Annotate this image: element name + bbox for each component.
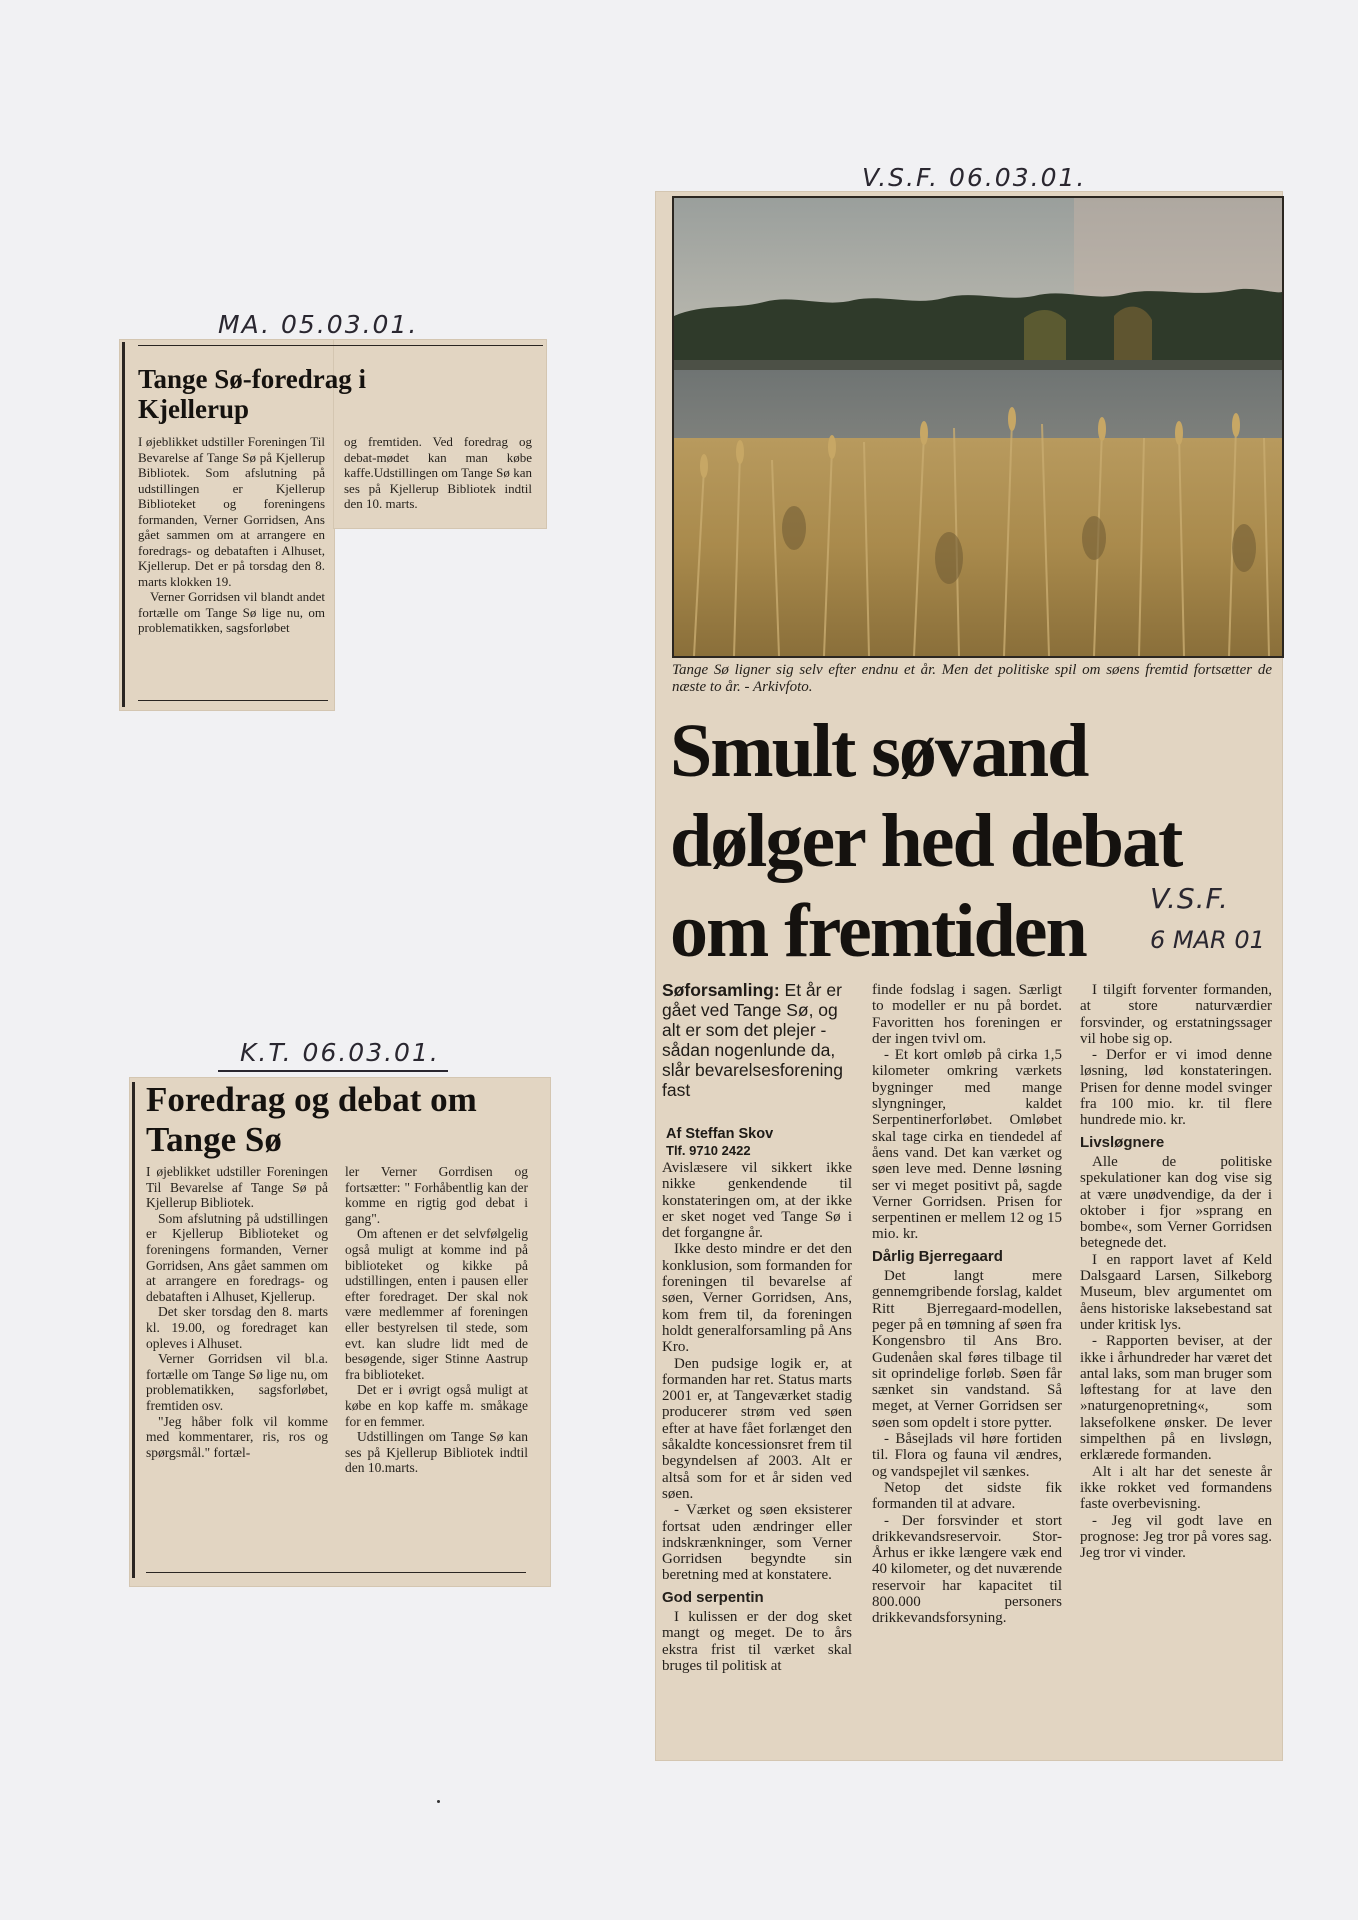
handwritten-date-ma: MA. 05.03.01. bbox=[218, 310, 419, 339]
paragraph: Verner Gorridsen vil bl.a. fortælle om Tange Sø lige nu, om problematikken, sagsforløbet, fremtiden osv. bbox=[146, 1351, 328, 1413]
lake-photo bbox=[672, 196, 1284, 658]
article-vsf-column-2 bbox=[872, 982, 1062, 1742]
article-kt-column-1 bbox=[146, 1164, 328, 1562]
subheading: Dårlig Bjerregaard bbox=[872, 1247, 1003, 1265]
byline-phone: Tlf. 9710 2422 bbox=[666, 1143, 751, 1158]
paragraph: Ikke desto mindre er det den konklusion, som formanden for foreningen til bevarelse af søen, Verner Gorridsen, Ans, kom frem til, da foreningen holdt generalforsamling på Ans Kro. bbox=[662, 1241, 852, 1356]
headline-vsf-line-2: dølger hed debat bbox=[670, 799, 1182, 883]
paragraph: - Værket og søen eksisterer fortsat uden ændringer eller indskrænkninger, som Verner Gorridsen begyndte sin beretning med at konstatere. bbox=[662, 1502, 852, 1584]
article-kt-column-2 bbox=[345, 1164, 528, 1562]
lead-label: Søforsamling: bbox=[662, 980, 780, 1000]
subheading: Livsløgnere bbox=[1080, 1133, 1165, 1151]
paragraph: - Jeg vil godt lave en prognose: Jeg tror på vores sag. Jeg tror vi vinder. bbox=[1080, 1512, 1272, 1562]
article-vsf-column-3 bbox=[1080, 982, 1272, 1672]
handwritten-underline bbox=[218, 1070, 448, 1072]
paragraph: ler Verner Gorrdisen og fortsætter: " Forhåbentlig kan der komme en rigtig god debat i gang". bbox=[345, 1164, 528, 1226]
top-rule bbox=[138, 345, 543, 346]
article-vsf-column-1 bbox=[662, 1160, 852, 1742]
headline-ma: Tange Sø-foredrag i Kjellerup bbox=[138, 364, 367, 424]
article-ma-column-1 bbox=[138, 434, 325, 696]
paragraph: Det er i øvrigt også muligt at købe en kop kaffe m. småkage for en femmer. bbox=[345, 1382, 528, 1429]
handwritten-date-vsf: V.S.F. 06.03.01. bbox=[862, 163, 1087, 192]
paragraph: Netop det sidste fik formanden til at advare. bbox=[872, 1479, 1062, 1513]
paragraph: - Der forsvinder et stort drikkevandsreservoir. Stor-Århus er ikke længere væk end 40 kilometer, og det nuværende reservoir har kapacitet til 800.000 personers drikkevandsforsyning. bbox=[872, 1512, 1062, 1627]
paragraph: Alt i alt har det seneste år ikke rokket ved formandens faste overbevisning. bbox=[1080, 1463, 1272, 1513]
paragraph: Om aftenen er det selvfølgelig også muligt at komme ind på biblioteket og kikke på udstillingen, enten i pausen eller efter foredraget. Der skal nok være medlemmer af foreningen eller bestyrelsen til stede, som evt. kan sludre lidt med de besøgende, siger Stinne Aastrup fra biblioteket. bbox=[345, 1226, 528, 1382]
byline: Af Steffan Skov bbox=[666, 1126, 774, 1142]
paragraph: Det langt mere gennemgribende forslag, kaldet Ritt Bjerregaard-modellen, peger på en tømning af søen fra Kongensbro til Ans Bro. Gudenåen skal føres tilbage til sit oprindelige forløb. Søen får sænket sin vandstand. Så meget, at Verner Gorridsen ser søen som opdelt i store pytter. bbox=[872, 1268, 1062, 1431]
paragraph: og fremtiden. Ved foredrag og debat-mødet kan man købe kaffe.Udstillingen om Tange Sø kan ses på Kjellerup Bibliotek indtil den 10. marts. bbox=[344, 434, 532, 511]
paragraph: Det sker torsdag den 8. marts kl. 19.00, og foredraget kan opleves i Alhuset. bbox=[146, 1304, 328, 1351]
photo-caption: Tange Sø ligner sig selv efter endnu et år. Men det politiske spil om søens fremtid fortsætter de næste to år. - Arkivfoto. bbox=[672, 662, 1272, 695]
handwritten-margin-note-2: 6 MAR 01 bbox=[1150, 926, 1265, 954]
paragraph: I øjeblikket udstiller Foreningen Til Bevarelse af Tange Sø på Kjellerup Bibliotek. bbox=[146, 1164, 328, 1211]
headline-kt: Foredrag og debat om Tange Sø bbox=[146, 1080, 477, 1159]
paragraph: - Et kort omløb på cirka 1,5 kilometer omkring værkets bygninger med mange slyngninger, kaldet Serpentinerforløbet. Omløbet skal tage cirka en tiendedel af åens vand. Det kan værket og søen leve med. Denne løsning ser vi meget positivt på, sagde Verner Gorridsen. Prisen for serpentinen er mellem 12 og 15 mio. kr. bbox=[872, 1047, 1062, 1243]
column-rule bbox=[122, 342, 125, 707]
bottom-rule bbox=[146, 1572, 526, 1573]
paragraph: I kulissen er der dog sket mangt og meget. De to års ekstra frist til værket skal bruges til politisk at bbox=[662, 1609, 852, 1674]
handwritten-date-kt: K.T. 06.03.01. bbox=[240, 1038, 440, 1067]
paragraph: I øjeblikket udstiller Foreningen Til Bevarelse af Tange Sø på Kjellerup Bibliotek. Som afslutning på udstillingen er Kjellerup Biblioteket og foreningens formanden, Verner Gorridsen, Ans gået sammen om at arrangere en foredrags- og debataften i Alhuset, Kjellerup. Det er på torsdag den 8. marts klokken 19. bbox=[138, 434, 325, 589]
paragraph: Udstillingen om Tange Sø kan ses på Kjellerup Bibliotek indtil den 10.marts. bbox=[345, 1429, 528, 1476]
article-ma-column-2 bbox=[344, 434, 532, 524]
reed-lake-image bbox=[674, 198, 1282, 656]
paragraph: Som afslutning på udstillingen er Kjellerup Biblioteket og foreningens formanden, Verner Gorridsen, Ans gået sammen om at arrangere en foredrags- og debataften i Alhuset, Kjellerup. bbox=[146, 1210, 328, 1304]
subheading: God serpentin bbox=[662, 1588, 764, 1606]
bottom-rule bbox=[138, 700, 328, 701]
headline-vsf-line-3: om fremtiden bbox=[670, 889, 1086, 973]
paragraph: I en rapport lavet af Keld Dalsgaard Larsen, Silkeborg Museum, blev argumentet om åens historiske laksebestand sat under kritisk lys. bbox=[1080, 1251, 1272, 1333]
lead-text: Et år er gået ved Tange Sø, og alt er som det plejer - sådan nogenlunde da, slår bevarelsesforening fast bbox=[662, 980, 843, 1100]
headline-vsf-line-1: Smult søvand bbox=[670, 709, 1088, 793]
paragraph: I tilgift forventer formanden, at store naturværdier forsvinder, og erstatningssager vil hobe sig op. bbox=[1080, 982, 1272, 1047]
paragraph: Verner Gorridsen vil blandt andet fortælle om Tange Sø lige nu, om problematikken, sagsforløbet bbox=[138, 589, 325, 635]
paragraph: - Derfor er vi imod denne løsning, lød konstateringen. Prisen for denne model svinger fra 100 mio. kr. til flere hundrede mio. kr. bbox=[1080, 1047, 1272, 1129]
column-rule bbox=[132, 1082, 135, 1578]
paragraph: finde fodslag i sagen. Særligt to modeller er nu på bordet. Favoritten hos foreningen er der ingen tvivl om. bbox=[872, 982, 1062, 1047]
handwritten-margin-note-1: V.S.F. bbox=[1150, 882, 1229, 915]
paragraph: Alle de politiske spekulationer kan dog vise sig at være unødvendige, da der i oktober i fjor »sprang en bombe«, som Verner Gorridsen betegnede det. bbox=[1080, 1153, 1272, 1252]
paragraph: Avislæsere vil sikkert ikke nikke genkendende til konstateringen om, at der ikke er sket noget ved Tange Sø i det forgangne år. bbox=[662, 1160, 852, 1242]
paragraph: "Jeg håber folk vil komme med kommentarer, ris, ros og spørgsmål." fortæl- bbox=[146, 1413, 328, 1460]
paragraph: - Båsejlads vil høre fortiden til. Flora og fauna vil ændres, og vandspejlet vil sænkes. bbox=[872, 1431, 1062, 1480]
paragraph: Den pudsige logik er, at formanden har ret. Status marts 2001 er, at Tangeværket stadig producerer strøm ved søen efter at have fået forlænget den såkaldte koncessionsret frem til begyndelsen af 2003. Alt er altså som for et år siden ved søen. bbox=[662, 1355, 852, 1502]
stray-dot bbox=[437, 1800, 440, 1803]
paragraph: - Rapporten beviser, at der ikke i århundreder har været det antal laks, som man bruger som løftestang for at lave den »naturgenopretning«, som laksefolkene ønsker. De lever simpelthen på en livsløgn, erklærede formanden. bbox=[1080, 1333, 1272, 1464]
lead-block bbox=[662, 980, 858, 1100]
